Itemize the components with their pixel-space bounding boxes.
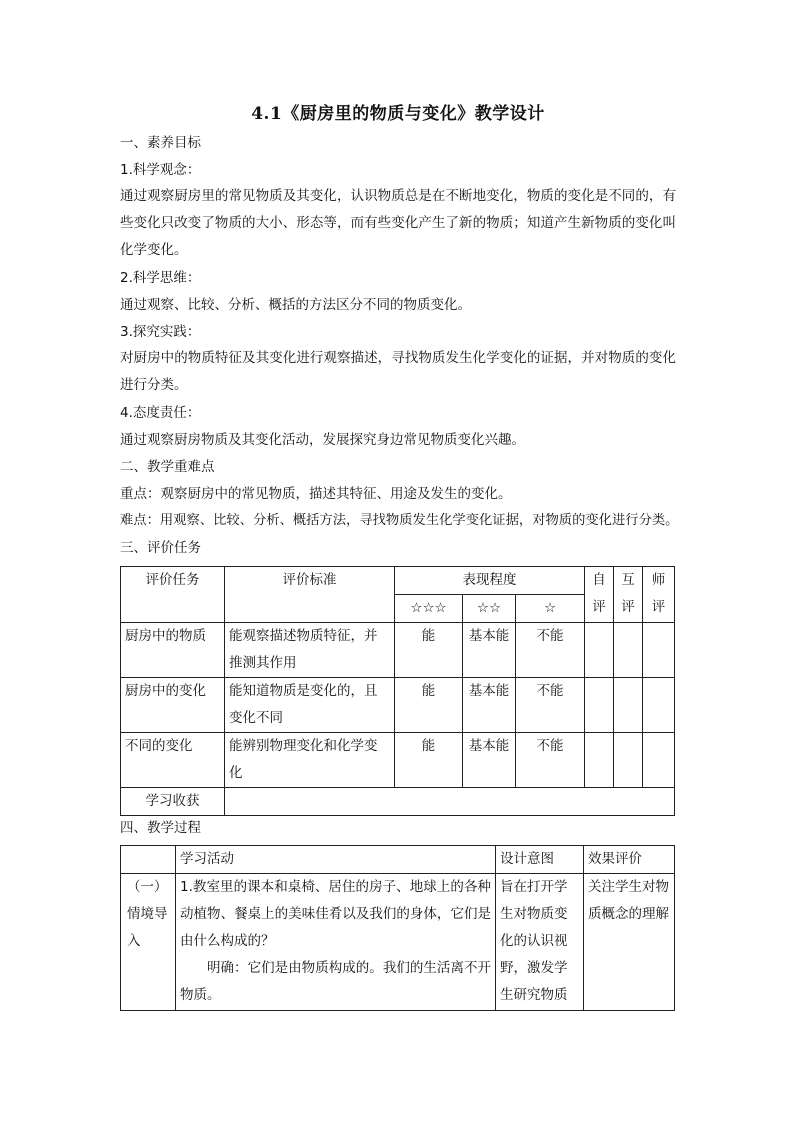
level-3-cell: 能 bbox=[395, 733, 463, 788]
section-heading-goals: 一、素养目标 bbox=[120, 135, 201, 151]
level-1-cell: 不能 bbox=[516, 678, 585, 733]
header-intent: 设计意图 bbox=[496, 846, 584, 874]
evaluation-table bbox=[120, 566, 675, 816]
standard-cell: 能辨别物理变化和化学变化 bbox=[225, 733, 395, 788]
difficulty-text: 难点：用观察、比较、分析、概括方法，寻找物质发生化学变化证据，对物质的变化进行分类。 bbox=[120, 513, 679, 528]
header-two-stars: ☆☆ bbox=[463, 595, 516, 623]
header-performance: 表现程度 bbox=[395, 567, 585, 595]
self-eval-cell bbox=[585, 678, 614, 733]
intent-cell: 旨在打开学生对物质变化的认识视野，激发学生研究物质 bbox=[496, 874, 584, 1011]
standard-cell: 能观察描述物质特征，并推测其作用 bbox=[225, 623, 395, 678]
table-row bbox=[121, 733, 675, 788]
header-self: 自评 bbox=[585, 567, 614, 623]
self-eval-cell bbox=[585, 733, 614, 788]
section-heading-key-points: 二、教学重难点 bbox=[120, 459, 215, 475]
goal-4-heading: 4.态度责任： bbox=[120, 405, 201, 421]
teacher-eval-cell bbox=[643, 623, 675, 678]
table-row bbox=[121, 788, 675, 816]
level-2-cell: 基本能 bbox=[463, 733, 516, 788]
table-row bbox=[121, 874, 675, 1011]
teacher-eval-cell bbox=[643, 733, 675, 788]
table-row bbox=[121, 678, 675, 733]
goal-3-text: 对厨房中的物质特征及其变化进行观察描述，寻找物质发生化学变化的证据，并对物质的变化进行分类。 bbox=[120, 350, 676, 393]
header-standard: 评价标准 bbox=[225, 567, 395, 623]
level-2-cell: 基本能 bbox=[463, 623, 516, 678]
header-activity: 学习活动 bbox=[176, 846, 496, 874]
teacher-eval-cell bbox=[643, 678, 675, 733]
peer-eval-cell bbox=[614, 733, 643, 788]
stage-header-cell bbox=[121, 846, 176, 874]
task-cell: 厨房中的变化 bbox=[121, 678, 225, 733]
activity-answer: 明确：它们是由物质构成的。我们的生活离不开物质。 bbox=[180, 960, 491, 1003]
activity-question: 1.教室里的课本和桌椅、居住的房子、地球上的各种动植物、餐桌上的美味佳肴以及我们的身体，它们是由什么构成的？ bbox=[180, 879, 491, 949]
goal-1-heading: 1.科学观念： bbox=[120, 162, 201, 178]
header-teacher: 师评 bbox=[643, 567, 675, 623]
level-2-cell: 基本能 bbox=[463, 678, 516, 733]
level-3-cell: 能 bbox=[395, 623, 463, 678]
document-title: 4.1《厨房里的物质与变化》教学设计 bbox=[251, 104, 545, 124]
section-heading-process: 四、教学过程 bbox=[120, 820, 201, 836]
goal-2-text: 通过观察、比较、分析、概括的方法区分不同的物质变化。 bbox=[120, 297, 471, 313]
stage-cell: （一）情境导入 bbox=[121, 874, 176, 1011]
peer-eval-cell bbox=[614, 623, 643, 678]
harvest-label: 学习收获 bbox=[121, 788, 225, 816]
activity-cell bbox=[176, 874, 496, 1011]
goal-3-heading: 3.探究实践： bbox=[120, 324, 201, 340]
goal-4-text: 通过观察厨房物质及其变化活动，发展探究身边常见物质变化兴趣。 bbox=[120, 432, 525, 448]
level-1-cell: 不能 bbox=[516, 733, 585, 788]
header-task: 评价任务 bbox=[121, 567, 225, 623]
section-heading-evaluation: 三、评价任务 bbox=[120, 540, 201, 556]
process-table bbox=[120, 845, 675, 1011]
header-peer: 互评 bbox=[614, 567, 643, 623]
standard-cell: 能知道物质是变化的，且变化不同 bbox=[225, 678, 395, 733]
self-eval-cell bbox=[585, 623, 614, 678]
peer-eval-cell bbox=[614, 678, 643, 733]
evaluation-cell: 关注学生对物质概念的理解 bbox=[584, 874, 675, 1011]
level-3-cell: 能 bbox=[395, 678, 463, 733]
goal-2-heading: 2.科学思维： bbox=[120, 270, 201, 286]
task-cell: 厨房中的物质 bbox=[121, 623, 225, 678]
header-three-stars: ☆☆☆ bbox=[395, 595, 463, 623]
header-evaluation: 效果评价 bbox=[584, 846, 675, 874]
key-point-text: 重点：观察厨房中的常见物质，描述其特征、用途及发生的变化。 bbox=[120, 486, 512, 502]
table-row bbox=[121, 623, 675, 678]
harvest-cell bbox=[225, 788, 675, 816]
task-cell: 不同的变化 bbox=[121, 733, 225, 788]
header-one-star: ☆ bbox=[516, 595, 585, 623]
level-1-cell: 不能 bbox=[516, 623, 585, 678]
goal-1-text: 通过观察厨房里的常见物质及其变化，认识物质总是在不断地变化，物质的变化是不同的，有些变化只改变了物质的大小、形态等，而有些变化产生了新的物质；知道产生新物质的变化叫化学变化。 bbox=[120, 188, 676, 258]
